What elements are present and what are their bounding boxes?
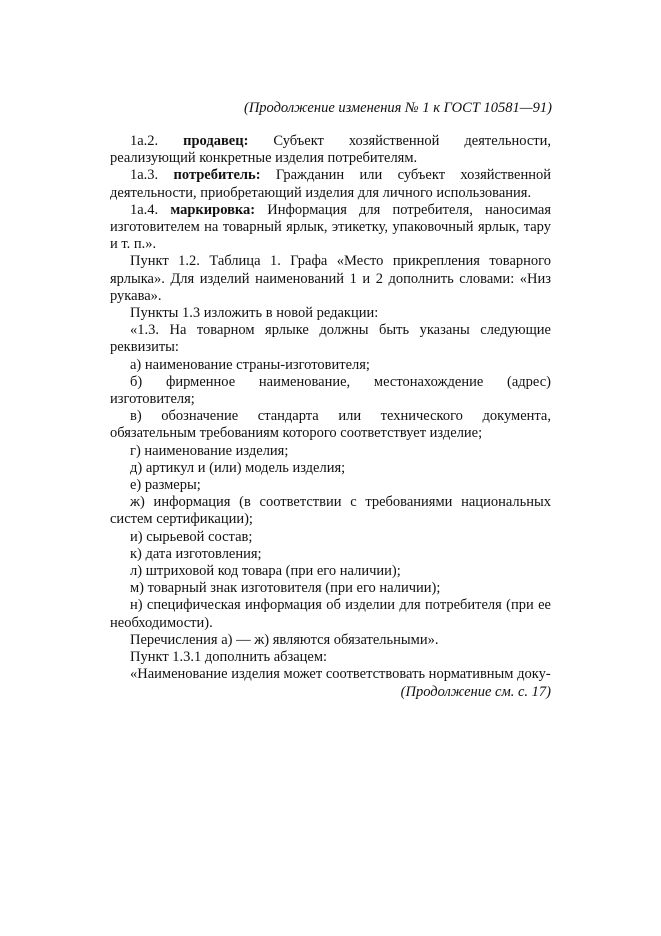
paragraph-number: 1а.3. — [130, 167, 174, 184]
list-item-b: б) фирменное наименование, местонахождение (адрес) изготовителя; — [110, 373, 551, 408]
list-item-g: г) наименование изделия; — [130, 442, 289, 459]
paragraph-1a4 — [110, 202, 551, 254]
paragraph-1a2 — [110, 133, 551, 167]
paragraph-quote-start: «Наименование изделия может соответствовать нормативным доку- — [130, 666, 551, 683]
list-item-k: к) дата изготовления; — [130, 545, 262, 562]
continuation-note: (Продолжение см. с. 17) — [400, 683, 551, 700]
paragraph-item-1-2: Пункт 1.2. Таблица 1. Графа «Место прикрепления товарного ярлыка». Для изделий наименований 1 и 2 дополнить словами: «Низ рукава». — [110, 253, 551, 304]
term-seller: продавец: — [183, 133, 249, 149]
term-consumer: потребитель: — [173, 167, 261, 184]
paragraph-number: 1а.2. — [130, 133, 184, 149]
list-item-i: и) сырьевой состав; — [130, 528, 253, 545]
term-marking: маркировка: — [170, 201, 256, 218]
paragraph-item-1-3: «1.3. На товарном ярлыке должны быть указаны следующие реквизиты: — [110, 322, 551, 356]
page-header: (Продолжение изменения № 1 к ГОСТ 10581—91) — [243, 100, 552, 116]
definition-text: Субъект хозяйственной деятельности, реализующий конкретные изделия потребителям. — [110, 133, 552, 167]
list-item-d: д) артикул и (или) модель изделия; — [130, 459, 346, 476]
paragraph-1a3 — [110, 167, 551, 201]
paragraph-item-1-3-1: Пункт 1.3.1 дополнить абзацем: — [130, 649, 328, 666]
list-item-a: а) наименование страны-изготовителя; — [130, 356, 370, 373]
paragraph-number: 1а.4. — [130, 201, 171, 218]
list-item-e: е) размеры; — [130, 477, 201, 494]
list-item-m: м) товарный знак изготовителя (при его наличии); — [130, 580, 441, 597]
paragraph-item-1-3-intro: Пункты 1.3 изложить в новой редакции: — [130, 305, 379, 322]
paragraph-mandatory-note: Перечисления а) — ж) являются обязательными». — [130, 631, 439, 648]
list-item-l: л) штриховой код товара (при его наличии); — [130, 563, 401, 580]
list-item-n: н) специфическая информация об изделии для потребителя (при ее необходимости). — [110, 597, 551, 631]
definition-text: Информация для потребителя, наносимая изготовителем на товарный ярлык, этикетку, упаковочный ярлык, тару и т. п.». — [110, 201, 551, 253]
list-item-zh: ж) информация (в соответствии с требованиями национальных систем сертификации); — [110, 494, 551, 528]
definition-text: Гражданин или субъект хозяйственной деятельности, приобретающий изделия для личного использования. — [110, 167, 551, 201]
body-text — [110, 133, 551, 701]
list-item-v: в) обозначение стандарта или технического документа, обязательным требованиям которого соответствует изделие; — [110, 408, 551, 442]
